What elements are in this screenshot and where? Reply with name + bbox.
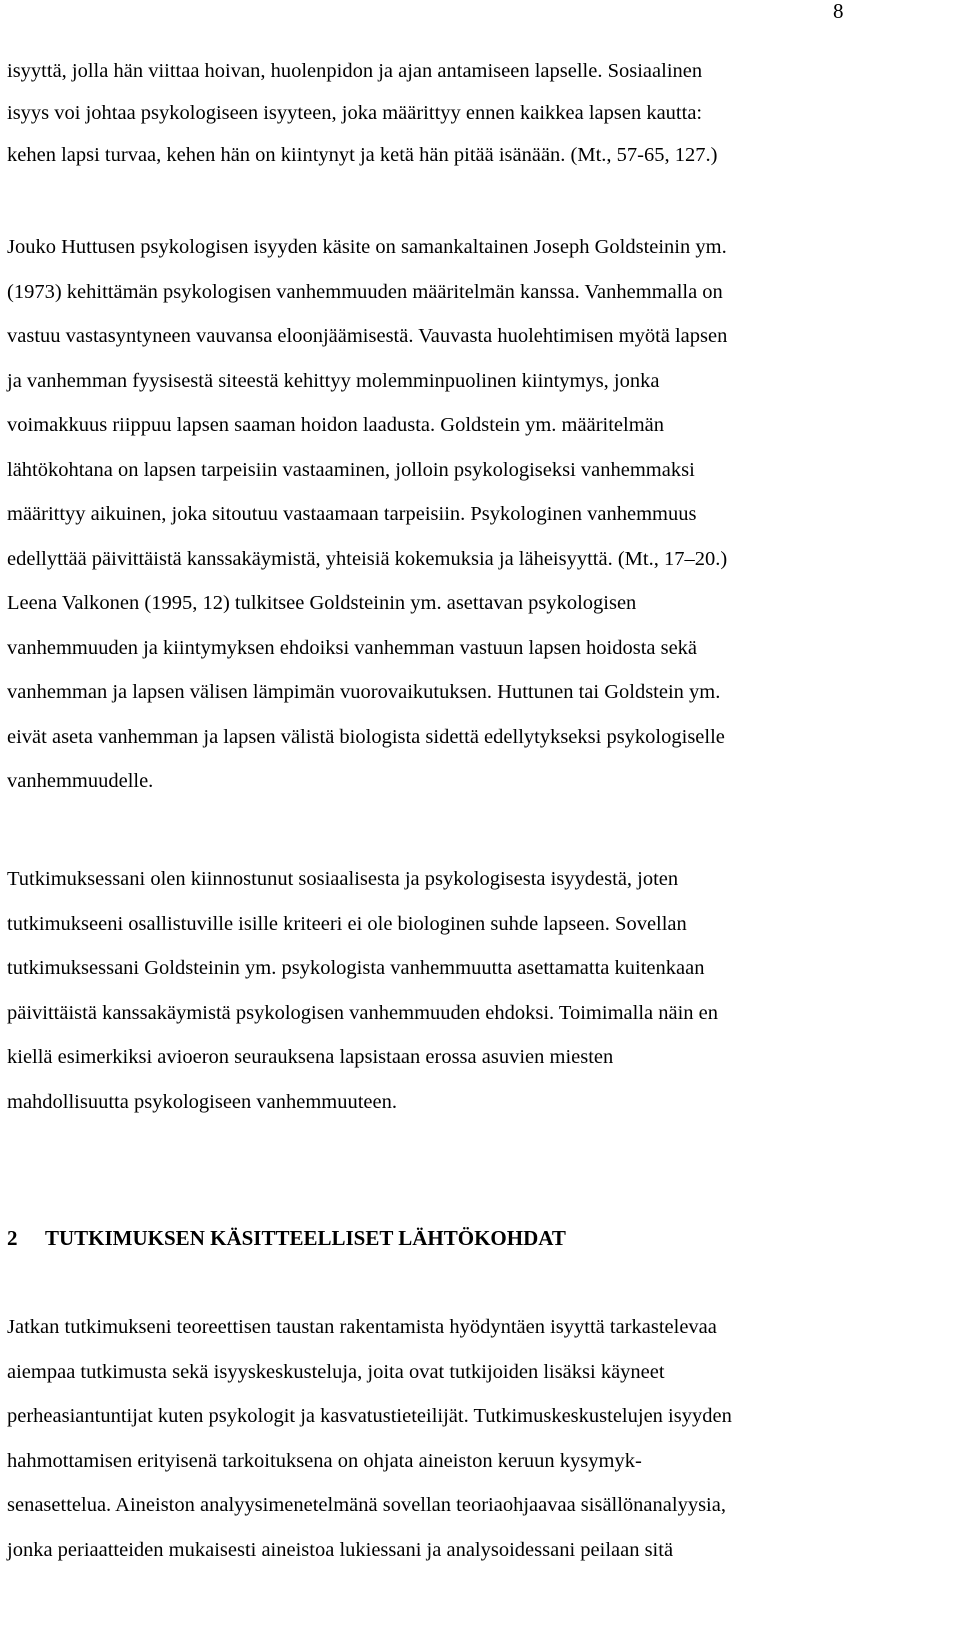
text-line: tutkimukseeni osallistuville isille kriteeri ei ole biologinen suhde lapseen. Sovellan xyxy=(7,912,687,935)
text-line: Tutkimuksessani olen kiinnostunut sosiaalisesta ja psykologisesta isyydestä, joten xyxy=(7,868,679,890)
text-line: Leena Valkonen (1995, 12) tulkitsee Goldsteinin ym. asettavan psykologisen xyxy=(7,592,637,614)
text-line: vanhemmuuden ja kiintymyksen ehdoiksi vanhemman vastuun lapsen hoidosta sekä xyxy=(7,636,698,659)
text-line: perheasiantuntijat kuten psykologit ja kasvatustieteilijät. Tutkimuskeskustelujen isyyden xyxy=(7,1405,732,1427)
text-line: voimakkuus riippuu lapsen saaman hoidon laadusta. Goldstein ym. määritelmän xyxy=(7,414,665,436)
text-line: hahmottamisen erityisenä tarkoituksena on ohjata aineiston keruun kysymyk- xyxy=(7,1449,642,1472)
text-line: isyys voi johtaa psykologiseen isyyteen, joka määrittyy ennen kaikkea lapsen kautta: xyxy=(7,102,703,124)
paragraph-2 xyxy=(7,225,957,804)
text-line: mahdollisuutta psykologiseen vanhemmuuteen. xyxy=(7,1090,398,1113)
paragraph-4 xyxy=(7,1305,957,1572)
page-number: 8 xyxy=(833,0,844,23)
text-line: lähtökohtana on lapsen tarpeisiin vastaaminen, jolloin psykologiseksi vanhemmaksi xyxy=(7,458,695,481)
section-title: TUTKIMUKSEN KÄSITTEELLISET LÄHTÖKOHDAT xyxy=(45,1226,566,1250)
text-line: aiempaa tutkimusta sekä isyyskeskusteluja, joita ovat tutkijoiden lisäksi käyneet xyxy=(7,1360,665,1383)
text-line: Jatkan tutkimukseni teoreettisen taustan rakentamista hyödyntäen isyyttä tarkastelevaa xyxy=(7,1316,717,1338)
text-line: jonka periaatteiden mukaisesti aineistoa lukiessani ja analysoidessani peilaan sitä xyxy=(7,1538,674,1561)
text-line: päivittäistä kanssakäymistä psykologisen vanhemmuuden ehdoksi. Toimimalla näin en xyxy=(7,1001,719,1024)
text-line: Jouko Huttusen psykologisen isyyden käsite on samankaltainen Joseph Goldsteinin ym. xyxy=(7,236,727,258)
text-line: tutkimuksessani Goldsteinin ym. psykologista vanhemmuutta asettamatta kuitenkaan xyxy=(7,957,705,979)
text-line: senasettelua. Aineiston analyysimenetelmänä sovellan teoriaohjaavaa sisällönanalyysia, xyxy=(7,1494,726,1516)
text-line: määrittyy aikuinen, joka sitoutuu vastaamaan tarpeisiin. Psykologinen vanhemmuus xyxy=(7,503,697,525)
paragraph-1 xyxy=(7,50,957,176)
section-number: 2 xyxy=(7,1226,18,1250)
text-line: vastuu vastasyntyneen vauvansa eloonjäämisestä. Vauvasta huolehtimisen myötä lapsen xyxy=(7,325,728,347)
text-line: kiellä esimerkiksi avioeron seurauksena lapsistaan erossa asuvien miesten xyxy=(7,1046,614,1068)
text-line: vanhemman ja lapsen välisen lämpimän vuorovaikutuksen. Huttunen tai Goldstein ym. xyxy=(7,681,721,703)
text-line: kehen lapsi turvaa, kehen hän on kiintynyt ja ketä hän pitää isänään. (Mt., 57-65, 127.) xyxy=(7,144,718,166)
text-line: (1973) kehittämän psykologisen vanhemmuuden määritelmän kanssa. Vanhemmalla on xyxy=(7,280,723,303)
text-line: eivät aseta vanhemman ja lapsen välistä biologista sidettä edellytykseksi psykologiselle xyxy=(7,725,725,748)
paragraph-3 xyxy=(7,857,957,1124)
section-heading xyxy=(7,1218,566,1258)
text-line: vanhemmuudelle. xyxy=(7,770,154,792)
text-line: isyyttä, jolla hän viittaa hoivan, huolenpidon ja ajan antamiseen lapselle. Sosiaalinen xyxy=(7,60,703,82)
text-line: ja vanhemman fyysisestä siteestä kehittyy molemminpuolinen kiintymys, jonka xyxy=(7,369,660,392)
text-line: edellyttää päivittäistä kanssakäymistä, yhteisiä kokemuksia ja läheisyyttä. (Mt., 17–20.) xyxy=(7,547,728,570)
